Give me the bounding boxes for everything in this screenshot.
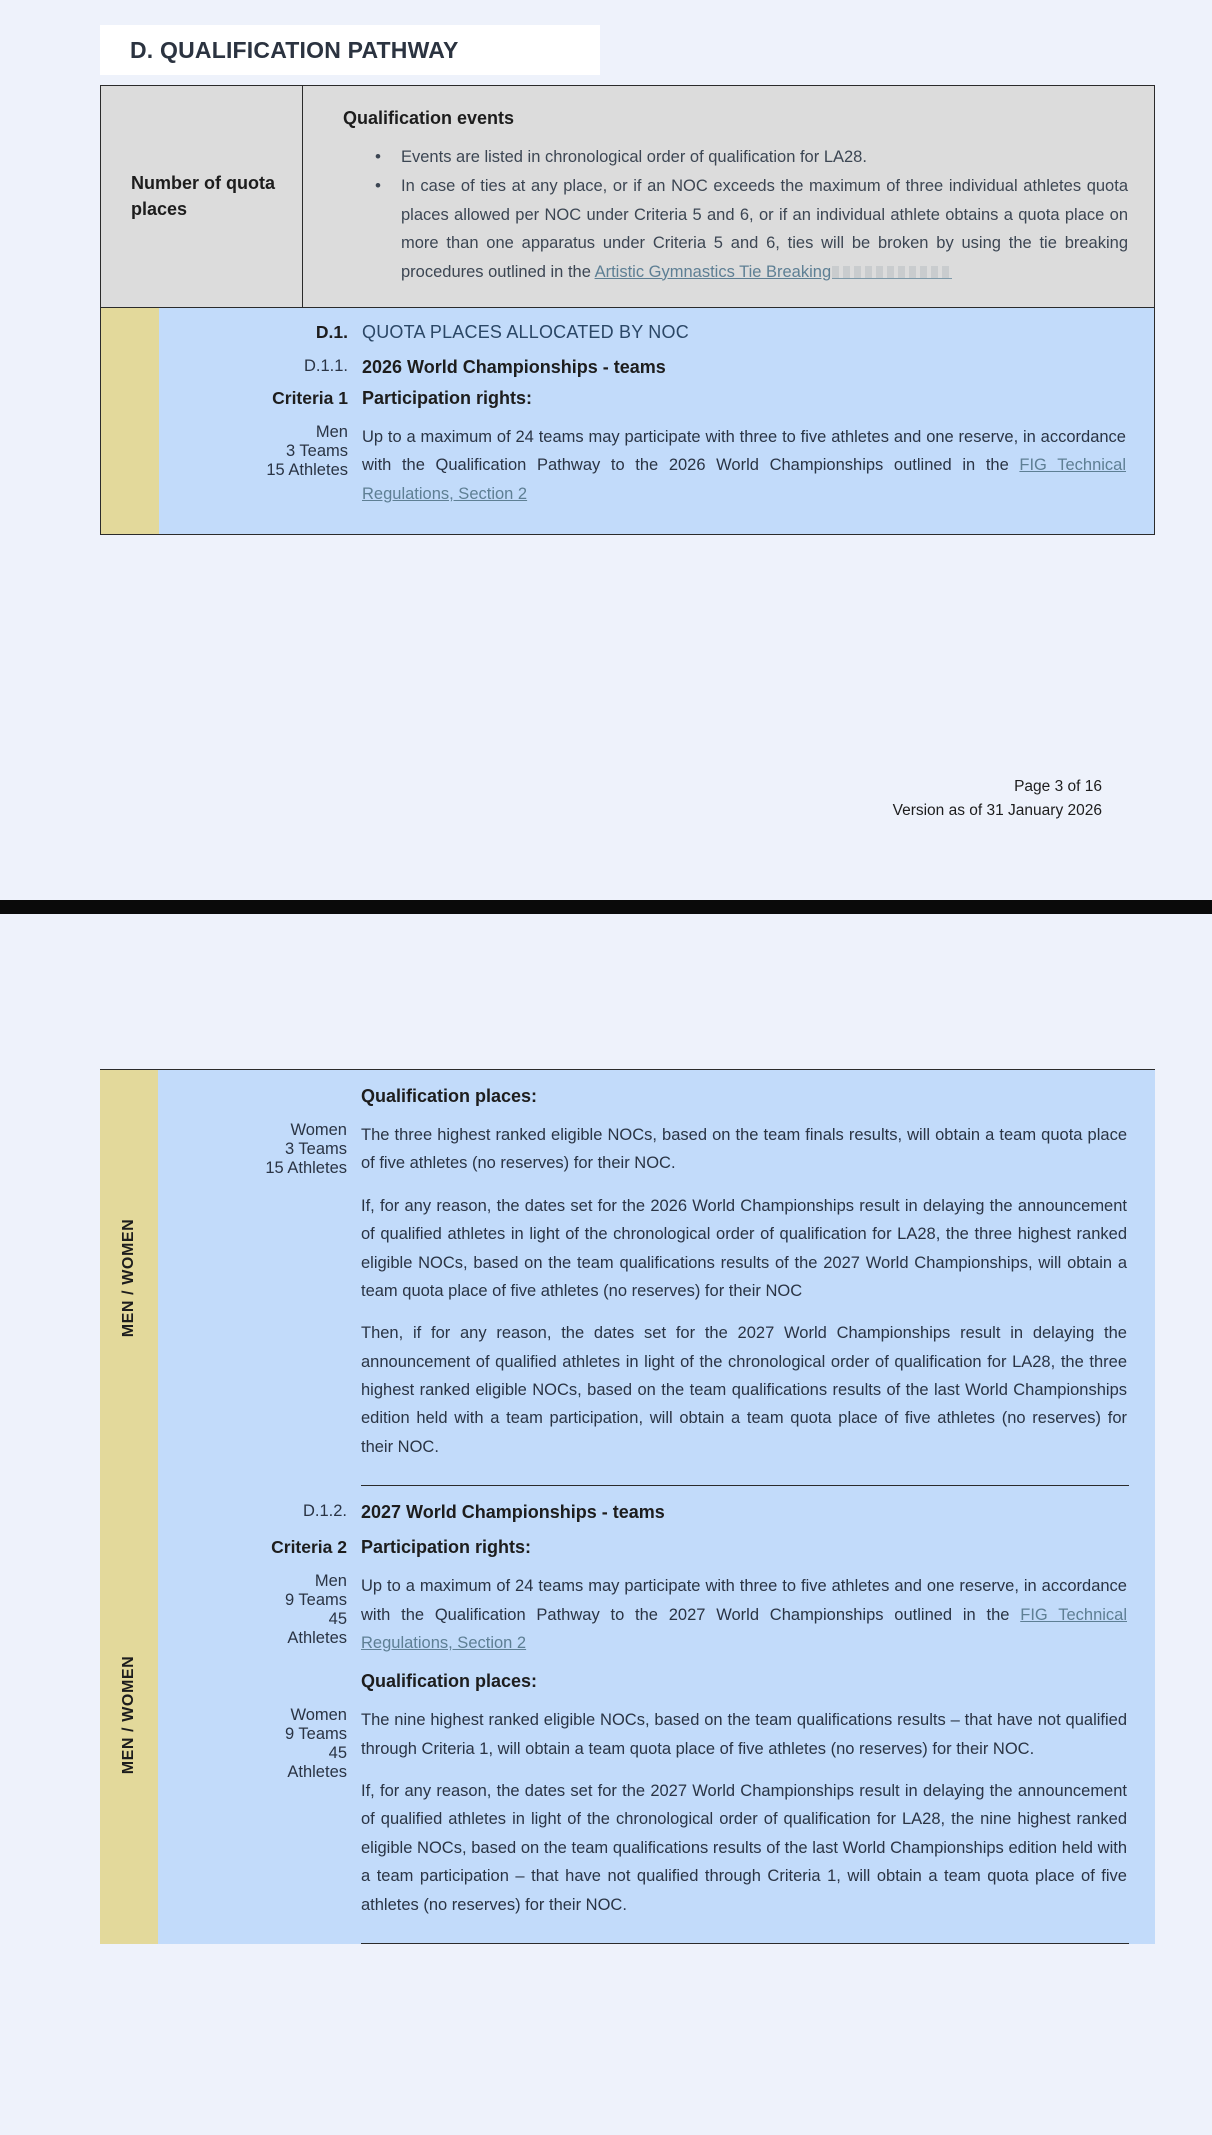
women-criteria-1-section	[100, 1070, 1155, 1485]
qualification-places-label-cell	[361, 1086, 1155, 1107]
page-title: D. QUALIFICATION PATHWAY	[130, 36, 459, 63]
row-criteria1-participation	[159, 388, 1154, 409]
d11-heading: 2026 World Championships - teams	[362, 356, 666, 377]
row-d11-heading	[159, 357, 1154, 378]
criteria-1-body	[159, 308, 1154, 534]
men-teams: 3 Teams	[285, 441, 348, 460]
d1-code: D.1.	[315, 321, 348, 342]
participation-rights-label: Participation rights:	[362, 387, 533, 408]
row-men-quota-2-and-text	[158, 1572, 1155, 1657]
women-athletes: 15 Athletes	[265, 1159, 347, 1177]
footer-page-number: Page 3 of 16	[1014, 778, 1102, 795]
page-footer	[893, 775, 1102, 823]
table-header-row	[101, 86, 1154, 308]
women-criteria-1-body	[158, 1070, 1155, 1485]
bullet-text-1: Events are listed in chronological order of qualification for LA28.	[401, 148, 867, 166]
women-athletes-word-2: Athletes	[287, 1763, 347, 1782]
gold-side-strip	[100, 1070, 158, 1485]
d1-heading-cell	[362, 322, 1154, 343]
header-cell-quota-places	[101, 86, 303, 307]
criteria1-label-cell	[159, 388, 362, 409]
criteria-1-label: Criteria 1	[272, 387, 348, 408]
qualification-places-label: Qualification places:	[361, 1086, 538, 1106]
women-paragraph-3: Then, if for any reason, the dates set for the 2027 World Championships result in delaying the announcement of qualified athletes in light of the chronological order of qualification for LA28, the three highest ranked eligible NOCs, based on the team qualifications results of the last World Championships edition held with a team participation, will obtain a team quota place of five athletes (no reserves) for their NOC.	[361, 1324, 1127, 1456]
qualification-events-bullet-list	[343, 143, 1128, 286]
bullet-text-2: In case of ties at any place, or if an NOC exceeds the maximum of three individual athletes quota places allowed per NOC under Criteria 5 and 6, or if an individual athlete obtains a quota place on more than one apparatus under Criteria 5 and 6, ties will be broken by using the tie breaking procedures outlined in the	[401, 177, 1128, 281]
men-quota-cell	[159, 423, 362, 480]
participation-text-2: Up to a maximum of 24 teams may participate with three to five athletes and one reserve, in accordance with the Qualification Pathway to the 2027 World Championships outlined in the	[361, 1577, 1127, 1624]
list-item	[373, 172, 1128, 286]
women-quota-cell	[158, 1121, 361, 1178]
women-athletes-number-2: 45	[328, 1744, 347, 1763]
men-quota-cell-2	[158, 1572, 361, 1648]
section-title-banner	[100, 25, 600, 75]
gold-side-strip	[101, 308, 159, 534]
men-teams-2: 9 Teams	[284, 1591, 347, 1610]
criteria2-paragraph-2: If, for any reason, the dates set for the 2027 World Championships result in delaying the announcement of qualified athletes in light of the chronological order of qualification for LA28, the nine highest ranked eligible NOCs, based on the team qualifications results of the last World Championships edition held with a team participation – that have not qualified through Criteria 1, will obtain a team quota place of five athletes (no reserves) for their NOC.	[361, 1782, 1127, 1914]
row-d12-heading	[158, 1502, 1155, 1523]
women-teams: 3 Teams	[284, 1140, 347, 1158]
men-label: Men	[315, 422, 348, 441]
criteria-2-section	[100, 1485, 1155, 1944]
fig-technical-regulations-link-2[interactable]: FIG Technical Regulations, Section 2	[361, 1605, 1128, 1652]
header-cell-qualification-events	[303, 86, 1154, 307]
row-d1-heading	[159, 322, 1154, 343]
women-paragraph-2: If, for any reason, the dates set for the 2026 World Championships result in delaying the announcement of qualified athletes in light of the chronological order of qualification for LA28, the three highest ranked eligible NOCs, based on the team qualifications results of the 2027 World Championships, will obtain a team quota place of five athletes (no reserves) for their NOC	[361, 1196, 1127, 1300]
row-men-quota-and-text	[159, 423, 1154, 508]
d11-heading-cell	[362, 357, 1154, 378]
gold-side-strip	[100, 1485, 158, 1944]
d12-heading-cell	[361, 1502, 1155, 1523]
participation-rights-cell	[362, 388, 1154, 409]
participation-rights-cell-2	[361, 1537, 1155, 1558]
d12-code-cell	[158, 1502, 361, 1521]
men-women-vertical-label: MEN / WOMEN	[120, 1655, 137, 1774]
criteria-2-label: Criteria 2	[271, 1537, 347, 1558]
fig-technical-regulations-link[interactable]: FIG Technical Regulations, Section 2	[362, 456, 1127, 503]
women-teams-2: 9 Teams	[284, 1725, 347, 1744]
d1-heading: QUOTA PLACES ALLOCATED BY NOC	[362, 321, 689, 342]
participation-text-cell-2	[361, 1572, 1155, 1657]
d11-code: D.1.1.	[303, 356, 348, 375]
header-label-quota-places: Number of quota places	[131, 173, 275, 220]
qualification-events-title: Qualification events	[343, 108, 515, 128]
footer-version: Version as of 31 January 2026	[892, 802, 1102, 820]
women-qualification-text-cell-2	[361, 1706, 1155, 1919]
tie-breaking-link[interactable]: Artistic Gymnastics Tie Breaking	[594, 262, 832, 281]
men-women-vertical-label: MEN / WOMEN	[120, 1218, 137, 1337]
d12-code: D.1.2.	[302, 1502, 347, 1521]
row-women-quota-2-and-text	[158, 1706, 1155, 1919]
row-women-quota-and-text	[158, 1121, 1155, 1461]
participation-text: Up to a maximum of 24 teams may participate with three to five athletes and one reserve, in accordance with the Qualification Pathway to the 2026 World Championships outlined in the	[362, 427, 1126, 475]
participation-rights-label-2: Participation rights:	[361, 1537, 532, 1558]
criteria2-label-cell	[158, 1537, 361, 1558]
row-qualification-places-label	[158, 1086, 1155, 1107]
d1-code-cell	[159, 322, 362, 343]
d11-code-cell	[159, 357, 362, 376]
list-item	[373, 143, 1128, 171]
women-label: Women	[290, 1121, 347, 1139]
participation-paragraph	[362, 423, 1126, 508]
men-label-2: Men	[314, 1572, 347, 1591]
participation-paragraph-2	[361, 1572, 1127, 1657]
qualification-places-label-2: Qualification places:	[361, 1671, 538, 1692]
redaction-bar	[832, 266, 952, 279]
men-athletes-word-2: Athletes	[287, 1629, 347, 1648]
women-quota-cell-2	[158, 1706, 361, 1782]
criteria-2-body	[158, 1485, 1155, 1944]
women-paragraph-1: The three highest ranked eligible NOCs, based on the team finals results, will obtain a team quota place of five athletes (no reserves) for their NOC.	[361, 1126, 1127, 1173]
qualification-places-label-cell-2	[361, 1671, 1155, 1692]
row-qualification-places-label-2	[158, 1671, 1155, 1692]
women-label-2: Women	[290, 1706, 347, 1725]
participation-text-cell	[362, 423, 1154, 508]
row-criteria2-participation	[158, 1537, 1155, 1558]
qualification-table-continued	[100, 1069, 1155, 1944]
men-athletes-number-2: 45	[328, 1610, 347, 1629]
section-divider-bottom	[361, 1943, 1129, 1944]
women-qualification-text-cell	[361, 1121, 1155, 1461]
criteria2-paragraph-1: The nine highest ranked eligible NOCs, based on the team qualifications results – that have not qualified through Criteria 1, will obtain a team quota place of five athletes (no reserves) for their NOC.	[361, 1711, 1127, 1758]
page-separator-bar	[0, 900, 1212, 914]
qualification-table	[100, 85, 1155, 535]
criteria-1-row	[101, 308, 1154, 534]
d12-heading: 2027 World Championships - teams	[361, 1502, 665, 1523]
men-athletes: 15 Athletes	[266, 460, 348, 479]
